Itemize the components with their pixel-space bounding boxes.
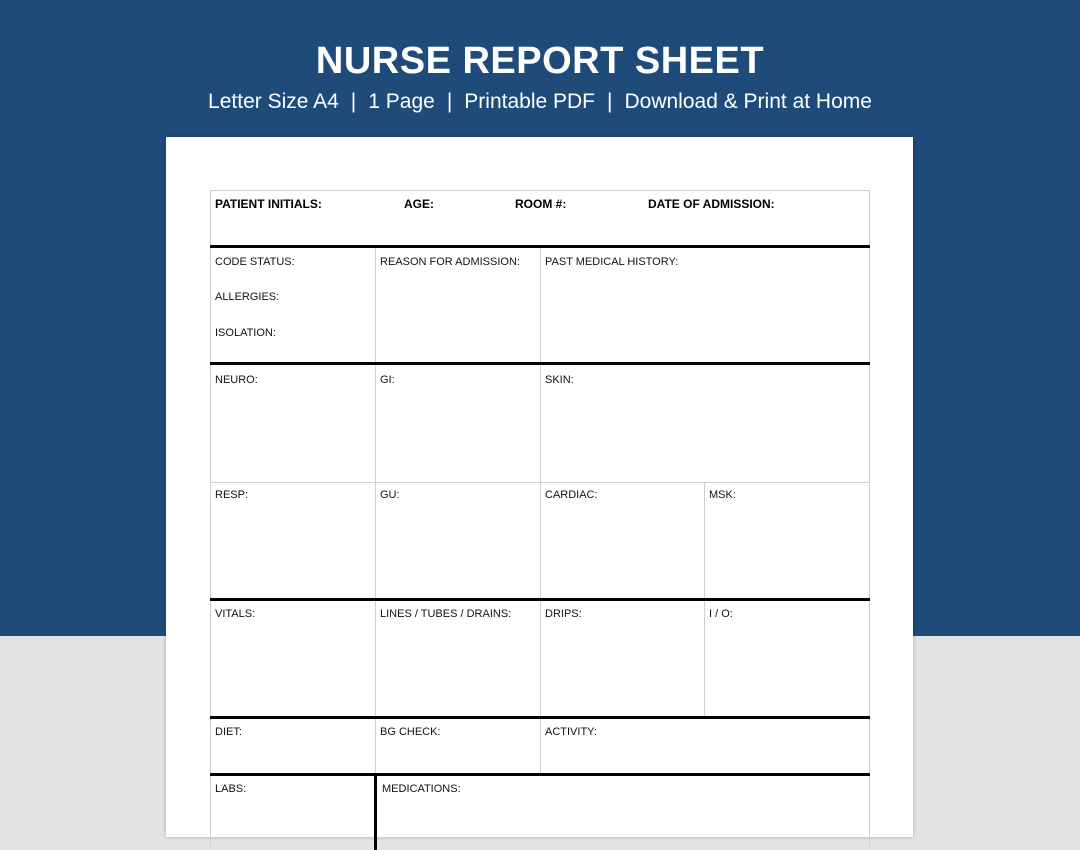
report-sheet-paper (166, 137, 913, 837)
diet-label: DIET: (215, 726, 242, 738)
column-divider (375, 248, 376, 362)
isolation-label: ISOLATION: (215, 327, 276, 339)
medications-label: MEDICATIONS: (382, 783, 461, 795)
cardiac-label: CARDIAC: (545, 489, 598, 501)
activity-label: ACTIVITY: (545, 726, 597, 738)
bg-check-label: BG CHECK: (380, 726, 441, 738)
column-divider (375, 482, 376, 598)
column-divider (375, 365, 376, 482)
msk-label: MSK: (709, 489, 736, 501)
column-divider (375, 601, 376, 716)
column-divider (540, 482, 541, 598)
patient-initials-label: PATIENT INITIALS: (215, 197, 322, 211)
form-border-left (210, 190, 211, 850)
skin-label: SKIN: (545, 374, 574, 386)
gu-label: GU: (380, 489, 400, 501)
drips-label: DRIPS: (545, 608, 582, 620)
age-label: AGE: (404, 197, 434, 211)
subtitle-delivery: Download & Print at Home (624, 90, 872, 113)
io-label: I / O: (709, 608, 733, 620)
column-divider (540, 719, 541, 773)
page-title: NURSE REPORT SHEET (315, 40, 765, 82)
resp-label: RESP: (215, 489, 249, 501)
admission-date-label: DATE OF ADMISSION: (648, 197, 775, 211)
column-divider (704, 601, 705, 716)
subtitle-format: Printable PDF (464, 90, 596, 113)
form-border-top (210, 190, 870, 191)
subtitle-size: Letter Size A4 (208, 90, 339, 113)
subtitle-pages: 1 Page (368, 90, 435, 113)
column-divider (540, 248, 541, 362)
room-label: ROOM #: (515, 197, 567, 211)
subtitle-separator: | (350, 90, 357, 113)
gi-label: GI: (380, 374, 395, 386)
page-subtitle (0, 90, 1080, 114)
lines-tubes-drains-label: LINES / TUBES / DRAINS: (380, 608, 512, 620)
section-divider (210, 773, 870, 776)
column-divider-thick (374, 776, 377, 850)
past-medical-history-label: PAST MEDICAL HISTORY: (545, 256, 679, 268)
report-form (210, 190, 870, 850)
subtitle-separator: | (446, 90, 453, 113)
reason-for-admission-label: REASON FOR ADMISSION: (380, 256, 520, 268)
subtitle-separator: | (607, 90, 613, 113)
code-status-label: CODE STATUS: (215, 256, 295, 268)
column-divider (375, 719, 376, 773)
allergies-label: ALLERGIES: (215, 291, 280, 303)
labs-label: LABS: (215, 783, 247, 795)
vitals-label: VITALS: (215, 608, 256, 620)
form-border-right (869, 190, 870, 850)
column-divider (540, 365, 541, 482)
column-divider (704, 482, 705, 598)
neuro-label: NEURO: (215, 374, 258, 386)
column-divider (540, 601, 541, 716)
